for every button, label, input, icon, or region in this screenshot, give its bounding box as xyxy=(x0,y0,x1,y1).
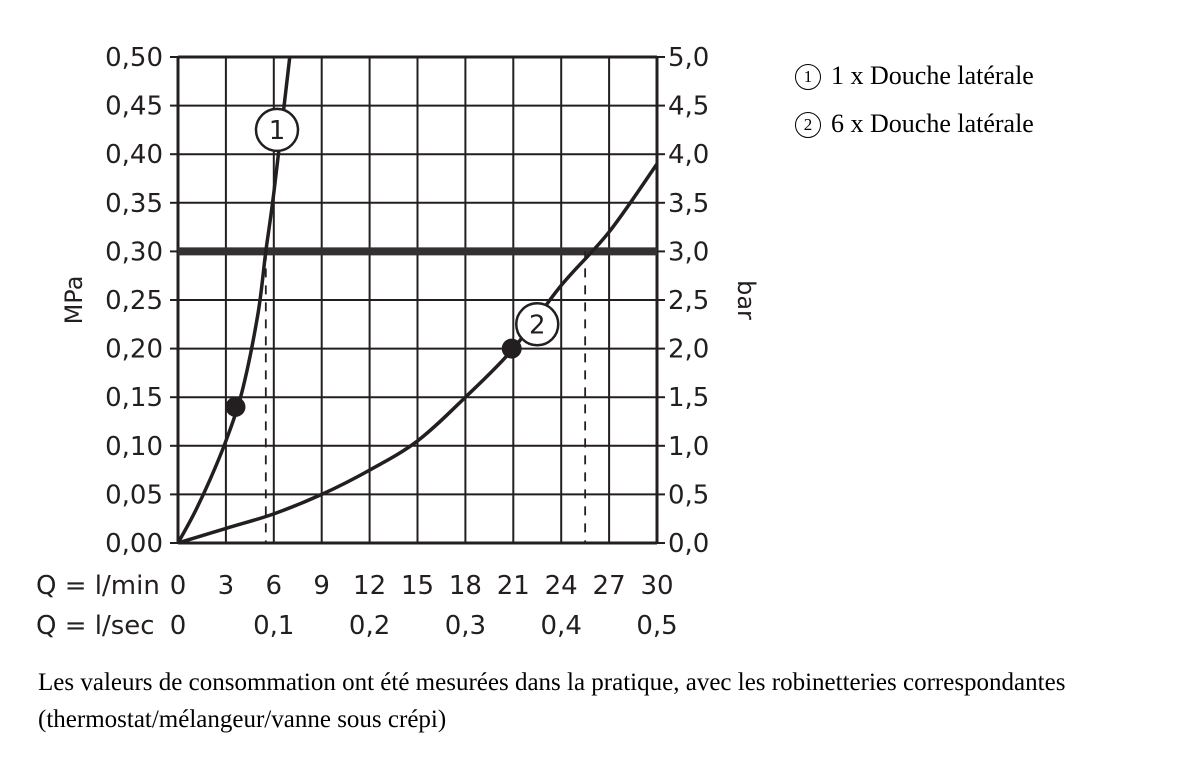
x-tick-label-sec: 0,2 xyxy=(348,611,391,641)
x-tick-label-min: 15 xyxy=(400,571,435,601)
y-left-tick-label: 0,25 xyxy=(105,286,163,316)
y-left-tick-label: 0,20 xyxy=(105,334,163,365)
x-tick-label-sec: 0,1 xyxy=(253,611,295,641)
y-right-tick-label: 0,5 xyxy=(668,480,710,511)
x-tick-label-sec: 0,4 xyxy=(540,611,582,641)
x-tick-label-min: 9 xyxy=(313,571,330,601)
legend-item-2 xyxy=(795,100,1034,148)
series-markers xyxy=(225,339,521,417)
y-left-tick-label: 0,05 xyxy=(105,480,163,511)
x-tick-label-sec: 0,5 xyxy=(636,611,678,641)
series-marker-2 xyxy=(502,339,522,359)
legend-text-2: 6 x Douche latérale xyxy=(831,109,1034,138)
y-left-tick-label: 0,35 xyxy=(105,188,163,219)
y-axis-right-title: bar xyxy=(732,280,760,320)
x-tick-label-min: 30 xyxy=(640,571,674,601)
x-axis-title-sec: Q = l/sec xyxy=(36,611,155,641)
x-tick-label-min: 24 xyxy=(544,571,578,601)
series-label-1: 1 xyxy=(268,115,286,146)
x-axis-title-min: Q = l/min xyxy=(36,571,160,601)
measurement-note: Les valeurs de consommation ont été mesurées dans la pratique, avec les robinetteries correspondantes (thermostat/mélangeur/vanne sous crépi) xyxy=(38,669,1066,733)
y-left-tick-label: 0,50 xyxy=(105,43,163,73)
y-right-tick-label: 4,0 xyxy=(668,140,710,171)
x-tick-label-min: 3 xyxy=(217,571,235,601)
y-axis-left-title: MPa xyxy=(60,275,88,325)
y-left-tick-label: 0,15 xyxy=(105,383,163,414)
legend-number-1: 1 xyxy=(795,64,821,90)
legend-item-1 xyxy=(795,52,1034,100)
x-tick-label-min: 6 xyxy=(265,571,283,601)
y-left-tick-label: 0,45 xyxy=(105,91,163,122)
y-right-tick-label: 3,0 xyxy=(668,237,710,268)
x-tick-label-min: 21 xyxy=(496,571,530,601)
legend-text-1: 1 x Douche latérale xyxy=(831,61,1034,90)
series-label-2: 2 xyxy=(528,310,546,341)
x-tick-label-sec: 0,3 xyxy=(444,611,487,641)
y-left-tick-label: 0,30 xyxy=(105,237,163,268)
y-right-tick-label: 4,5 xyxy=(668,91,710,122)
chart-grid xyxy=(170,57,665,543)
series-marker-1 xyxy=(225,397,245,417)
y-right-tick-label: 2,5 xyxy=(668,286,710,316)
x-tick-label-sec: 0 xyxy=(169,611,187,641)
legend xyxy=(795,52,1034,148)
x-tick-label-min: 27 xyxy=(592,571,626,601)
y-right-tick-label: 0,0 xyxy=(668,529,710,559)
y-right-tick-label: 5,0 xyxy=(668,43,710,73)
y-right-tick-label: 3,5 xyxy=(668,188,710,219)
y-right-tick-label: 2,0 xyxy=(668,334,710,365)
y-left-tick-label: 0,10 xyxy=(105,431,163,462)
x-tick-label-min: 12 xyxy=(353,571,387,601)
x-tick-label-min: 0 xyxy=(169,571,187,601)
y-left-tick-label: 0,40 xyxy=(105,140,163,171)
y-right-tick-label: 1,5 xyxy=(668,383,710,414)
y-right-tick-label: 1,0 xyxy=(668,431,710,462)
x-tick-label-min: 18 xyxy=(448,571,482,601)
legend-number-2: 2 xyxy=(795,112,821,138)
y-left-tick-label: 0,00 xyxy=(105,529,163,559)
axis-ticks xyxy=(105,43,709,641)
